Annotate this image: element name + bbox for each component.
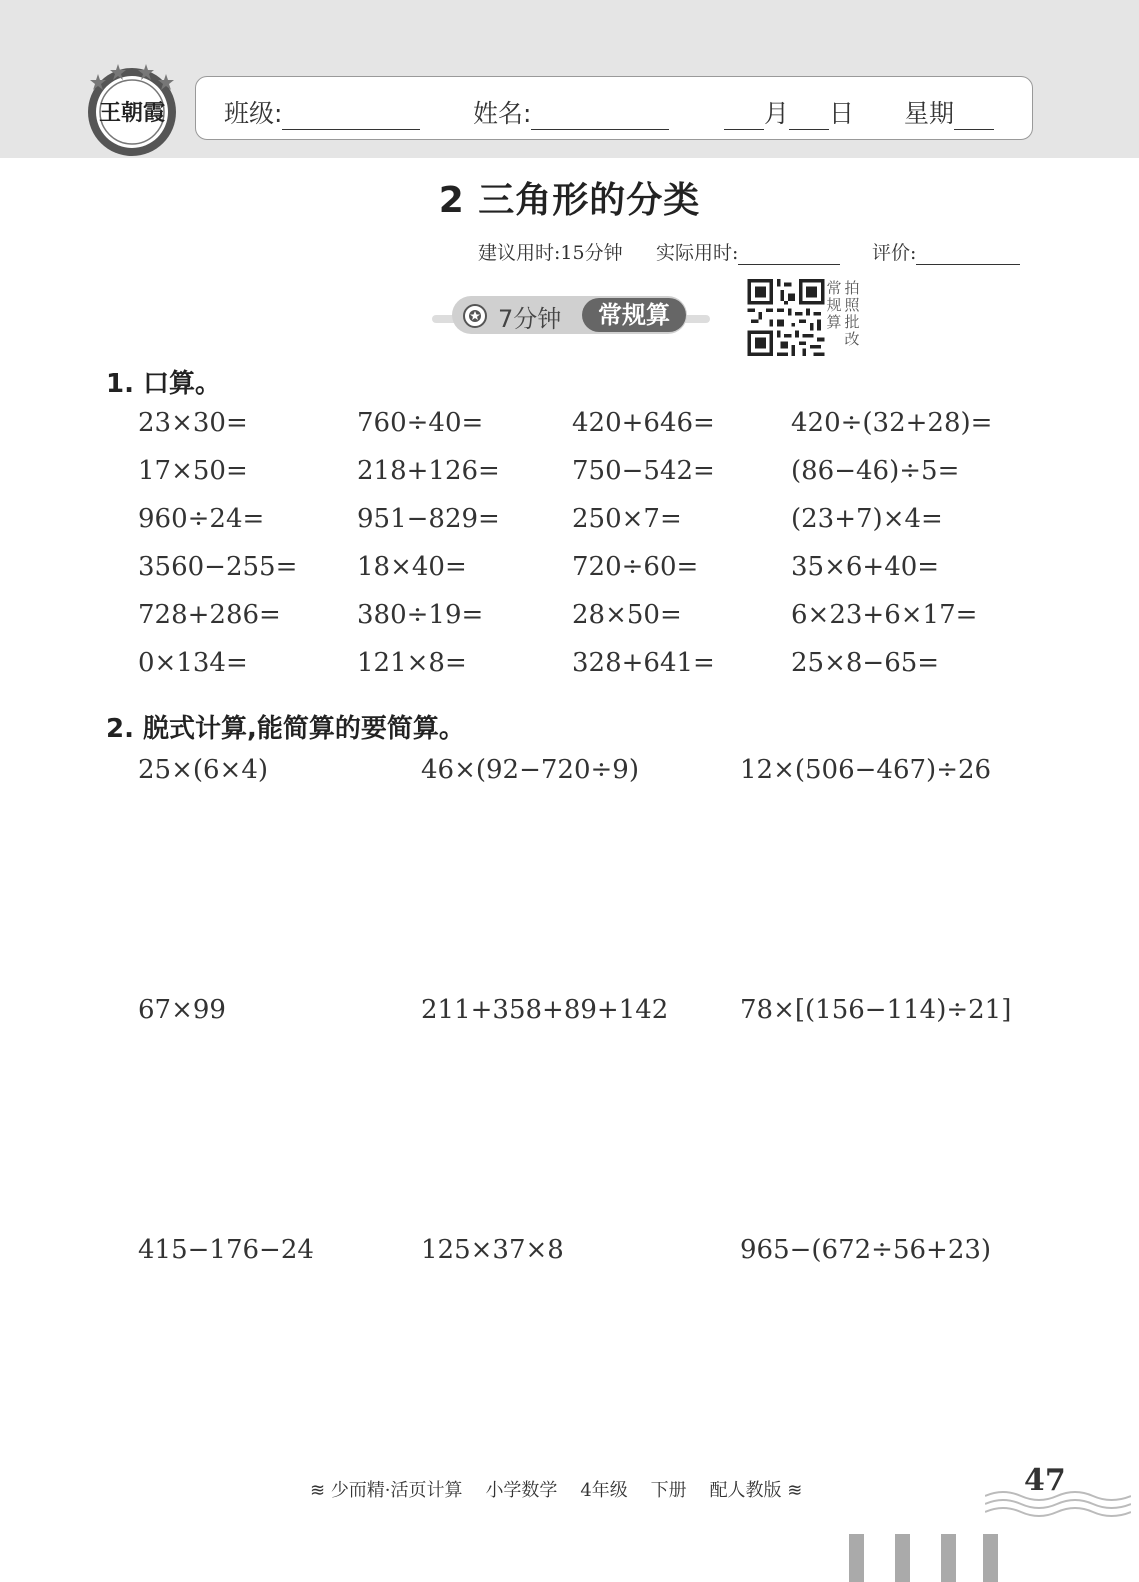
suggested-time: 建议用时:15分钟 — [478, 242, 623, 264]
question-1-title: 1. 口算。 — [106, 369, 222, 399]
actual-time-label: 实际用时: — [656, 242, 739, 264]
book-footer — [310, 1476, 802, 1502]
class-field[interactable] — [224, 94, 420, 130]
expr-item: 17×50= — [138, 456, 248, 486]
expr-item: 3560−255= — [138, 552, 298, 582]
expr-item: 218+126= — [357, 456, 500, 486]
qr-caption-1: 常规算 — [826, 279, 842, 331]
calc-problem: 211+358+89+142 — [421, 995, 669, 1025]
expr-item: (23+7)×4= — [791, 504, 943, 534]
wave-left-icon: ≋ — [310, 1480, 331, 1501]
footer-book: 少而精·活页计算 — [330, 1480, 463, 1501]
name-label: 姓名: — [473, 99, 532, 128]
footer-subject: 小学数学 — [485, 1480, 558, 1501]
actual-time-blank[interactable] — [738, 242, 840, 265]
day-blank[interactable] — [789, 103, 829, 130]
expr-item: 750−542= — [572, 456, 715, 486]
expr-item: (86−46)÷5= — [791, 456, 960, 486]
expr-item: 380÷19= — [357, 600, 484, 630]
question-2-title: 2. 脱式计算,能简算的要简算。 — [106, 714, 465, 744]
expr-item: 760÷40= — [357, 408, 484, 438]
calc-problem: 46×(92−720÷9) — [421, 755, 639, 785]
banner-tag: 常规算 — [582, 298, 686, 332]
expr-item: 951−829= — [357, 504, 500, 534]
expr-item: 121×8= — [357, 648, 467, 678]
expr-item: 250×7= — [572, 504, 682, 534]
week-blank[interactable] — [954, 103, 994, 130]
expr-item: 23×30= — [138, 408, 248, 438]
expr-item: 18×40= — [357, 552, 467, 582]
rating-label: 评价: — [872, 242, 917, 264]
edge-tab-mark — [895, 1534, 910, 1582]
class-label: 班级: — [224, 99, 283, 128]
calc-problem: 78×[(156−114)÷21] — [740, 995, 1012, 1025]
calc-problem: 67×99 — [138, 995, 226, 1025]
calc-problem: 12×(506−467)÷26 — [740, 755, 992, 785]
expr-item: 0×134= — [138, 648, 248, 678]
qr-caption-2: 拍照批改 — [844, 279, 860, 348]
edge-tab-mark — [983, 1534, 998, 1582]
medal-icon — [462, 302, 488, 330]
expr-item: 420+646= — [572, 408, 715, 438]
week-label: 星期 — [904, 99, 955, 128]
month-blank[interactable] — [724, 103, 764, 130]
banner-time: 7分钟 — [498, 305, 562, 333]
wave-right-icon: ≋ — [787, 1480, 803, 1501]
expr-item: 720÷60= — [572, 552, 699, 582]
logo-text: 王朝霞 — [98, 100, 166, 126]
rating-blank[interactable] — [916, 242, 1020, 265]
date-field[interactable] — [724, 94, 854, 130]
expr-item: 25×8−65= — [791, 648, 940, 678]
expr-item: 728+286= — [138, 600, 281, 630]
month-label: 月 — [764, 99, 790, 128]
expr-item: 420÷(32+28)= — [791, 408, 993, 438]
page-title: 2 三角形的分类 — [438, 180, 701, 221]
expr-item: 35×6+40= — [791, 552, 940, 582]
day-label: 日 — [829, 99, 855, 128]
publisher-logo — [84, 60, 180, 158]
page-number: 47 — [1024, 1463, 1066, 1498]
class-blank[interactable] — [282, 103, 420, 130]
name-field[interactable] — [473, 94, 669, 130]
actual-time-field[interactable] — [656, 238, 840, 265]
rating-field[interactable] — [872, 238, 1020, 265]
weekday-field[interactable] — [904, 94, 994, 130]
edge-tab-mark — [941, 1534, 956, 1582]
expr-item: 6×23+6×17= — [791, 600, 978, 630]
footer-grade: 4年级 — [580, 1480, 628, 1501]
name-blank[interactable] — [531, 103, 669, 130]
footer-volume: 下册 — [650, 1480, 687, 1501]
student-info-box — [195, 76, 1033, 140]
expr-item: 328+641= — [572, 648, 715, 678]
expr-item: 960÷24= — [138, 504, 265, 534]
calc-problem: 125×37×8 — [421, 1235, 564, 1265]
calc-problem: 25×(6×4) — [138, 755, 269, 785]
expr-item: 28×50= — [572, 600, 682, 630]
calc-problem: 415−176−24 — [138, 1235, 314, 1265]
qr-code[interactable] — [746, 279, 826, 356]
calc-problem: 965−(672÷56+23) — [740, 1235, 992, 1265]
edge-tab-mark — [849, 1534, 864, 1582]
footer-edition: 配人教版 — [709, 1480, 782, 1501]
